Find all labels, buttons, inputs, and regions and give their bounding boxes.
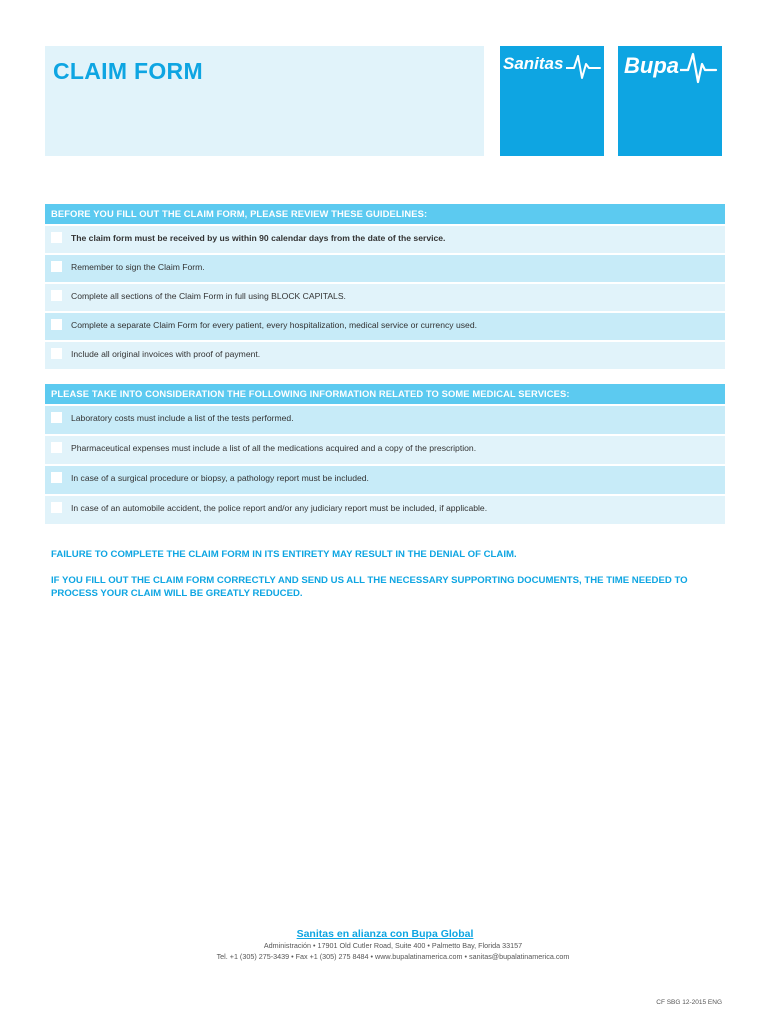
bupa-logo-text: Bupa xyxy=(624,53,679,78)
service-checkbox[interactable] xyxy=(51,472,62,483)
guideline-checkbox[interactable] xyxy=(51,261,62,272)
processing-notice: IF YOU FILL OUT THE CLAIM FORM CORRECTLY AND SEND US ALL THE NECESSARY SUPPORTING DOCUMENTS, THE TIME NEEDED TO PROCESS YOUR CLAIM WILL BE GREATLY REDUCED. xyxy=(51,575,688,599)
heartbeat-icon xyxy=(566,52,602,80)
list-item xyxy=(45,340,725,369)
guideline-text: The claim form must be received by us within 90 calendar days from the date of the service. xyxy=(71,233,446,243)
medical-services-heading: PLEASE TAKE INTO CONSIDERATION THE FOLLOWING INFORMATION RELATED TO SOME MEDICAL SERVICES: xyxy=(45,384,725,404)
guideline-checkbox[interactable] xyxy=(51,290,62,301)
service-checkbox[interactable] xyxy=(51,442,62,453)
service-text: Laboratory costs must include a list of the tests performed. xyxy=(71,413,294,423)
list-item xyxy=(45,311,725,340)
list-item xyxy=(45,224,725,253)
guidelines-heading: BEFORE YOU FILL OUT THE CLAIM FORM, PLEASE REVIEW THESE GUIDELINES: xyxy=(45,204,725,224)
list-item xyxy=(45,464,725,494)
list-item xyxy=(45,434,725,464)
guideline-checkbox[interactable] xyxy=(51,319,62,330)
footer-contact: Tel. +1 (305) 275-3439 • Fax +1 (305) 275 8484 • www.bupalatinamerica.com • sanitas@bupalatinamerica.com xyxy=(216,952,570,961)
footer-address: Administración • 17901 Old Cutler Road, Suite 400 • Palmetto Bay, Florida 33157 xyxy=(263,941,523,950)
page-title: CLAIM FORM xyxy=(53,58,203,84)
service-checkbox[interactable] xyxy=(51,502,62,513)
guideline-text: Complete a separate Claim Form for every patient, every hospitalization, medical service or currency used. xyxy=(71,320,477,330)
guideline-checkbox[interactable] xyxy=(51,348,62,359)
failure-notice: FAILURE TO COMPLETE THE CLAIM FORM IN ITS ENTIRETY MAY RESULT IN THE DENIAL OF CLAIM. xyxy=(51,549,517,560)
footer-link[interactable]: Sanitas en alianza con Bupa Global xyxy=(296,928,474,940)
guideline-checkbox[interactable] xyxy=(51,232,62,243)
sanitas-logo-text: Sanitas xyxy=(503,54,564,73)
guideline-text: Include all original invoices with proof of payment. xyxy=(71,349,261,359)
bupa-logo xyxy=(618,46,722,156)
service-text: In case of a surgical procedure or biopsy, a pathology report must be included. xyxy=(71,473,369,483)
guideline-text: Remember to sign the Claim Form. xyxy=(71,262,205,272)
list-item xyxy=(45,494,725,524)
sanitas-logo xyxy=(500,46,604,156)
form-code: CF SBG 12-2015 ENG xyxy=(656,999,722,1006)
service-text: Pharmaceutical expenses must include a list of all the medications acquired and a copy of the prescription. xyxy=(71,443,477,453)
medical-services-section xyxy=(45,384,725,524)
service-checkbox[interactable] xyxy=(51,412,62,423)
service-text: In case of an automobile accident, the police report and/or any judiciary report must be included, if applicable. xyxy=(71,503,488,513)
list-item xyxy=(45,404,725,434)
list-item xyxy=(45,253,725,282)
list-item xyxy=(45,282,725,311)
guideline-text: Complete all sections of the Claim Form in full using BLOCK CAPITALS. xyxy=(71,291,346,301)
heartbeat-icon xyxy=(680,50,718,84)
guidelines-section xyxy=(45,204,725,369)
title-panel xyxy=(45,46,484,156)
